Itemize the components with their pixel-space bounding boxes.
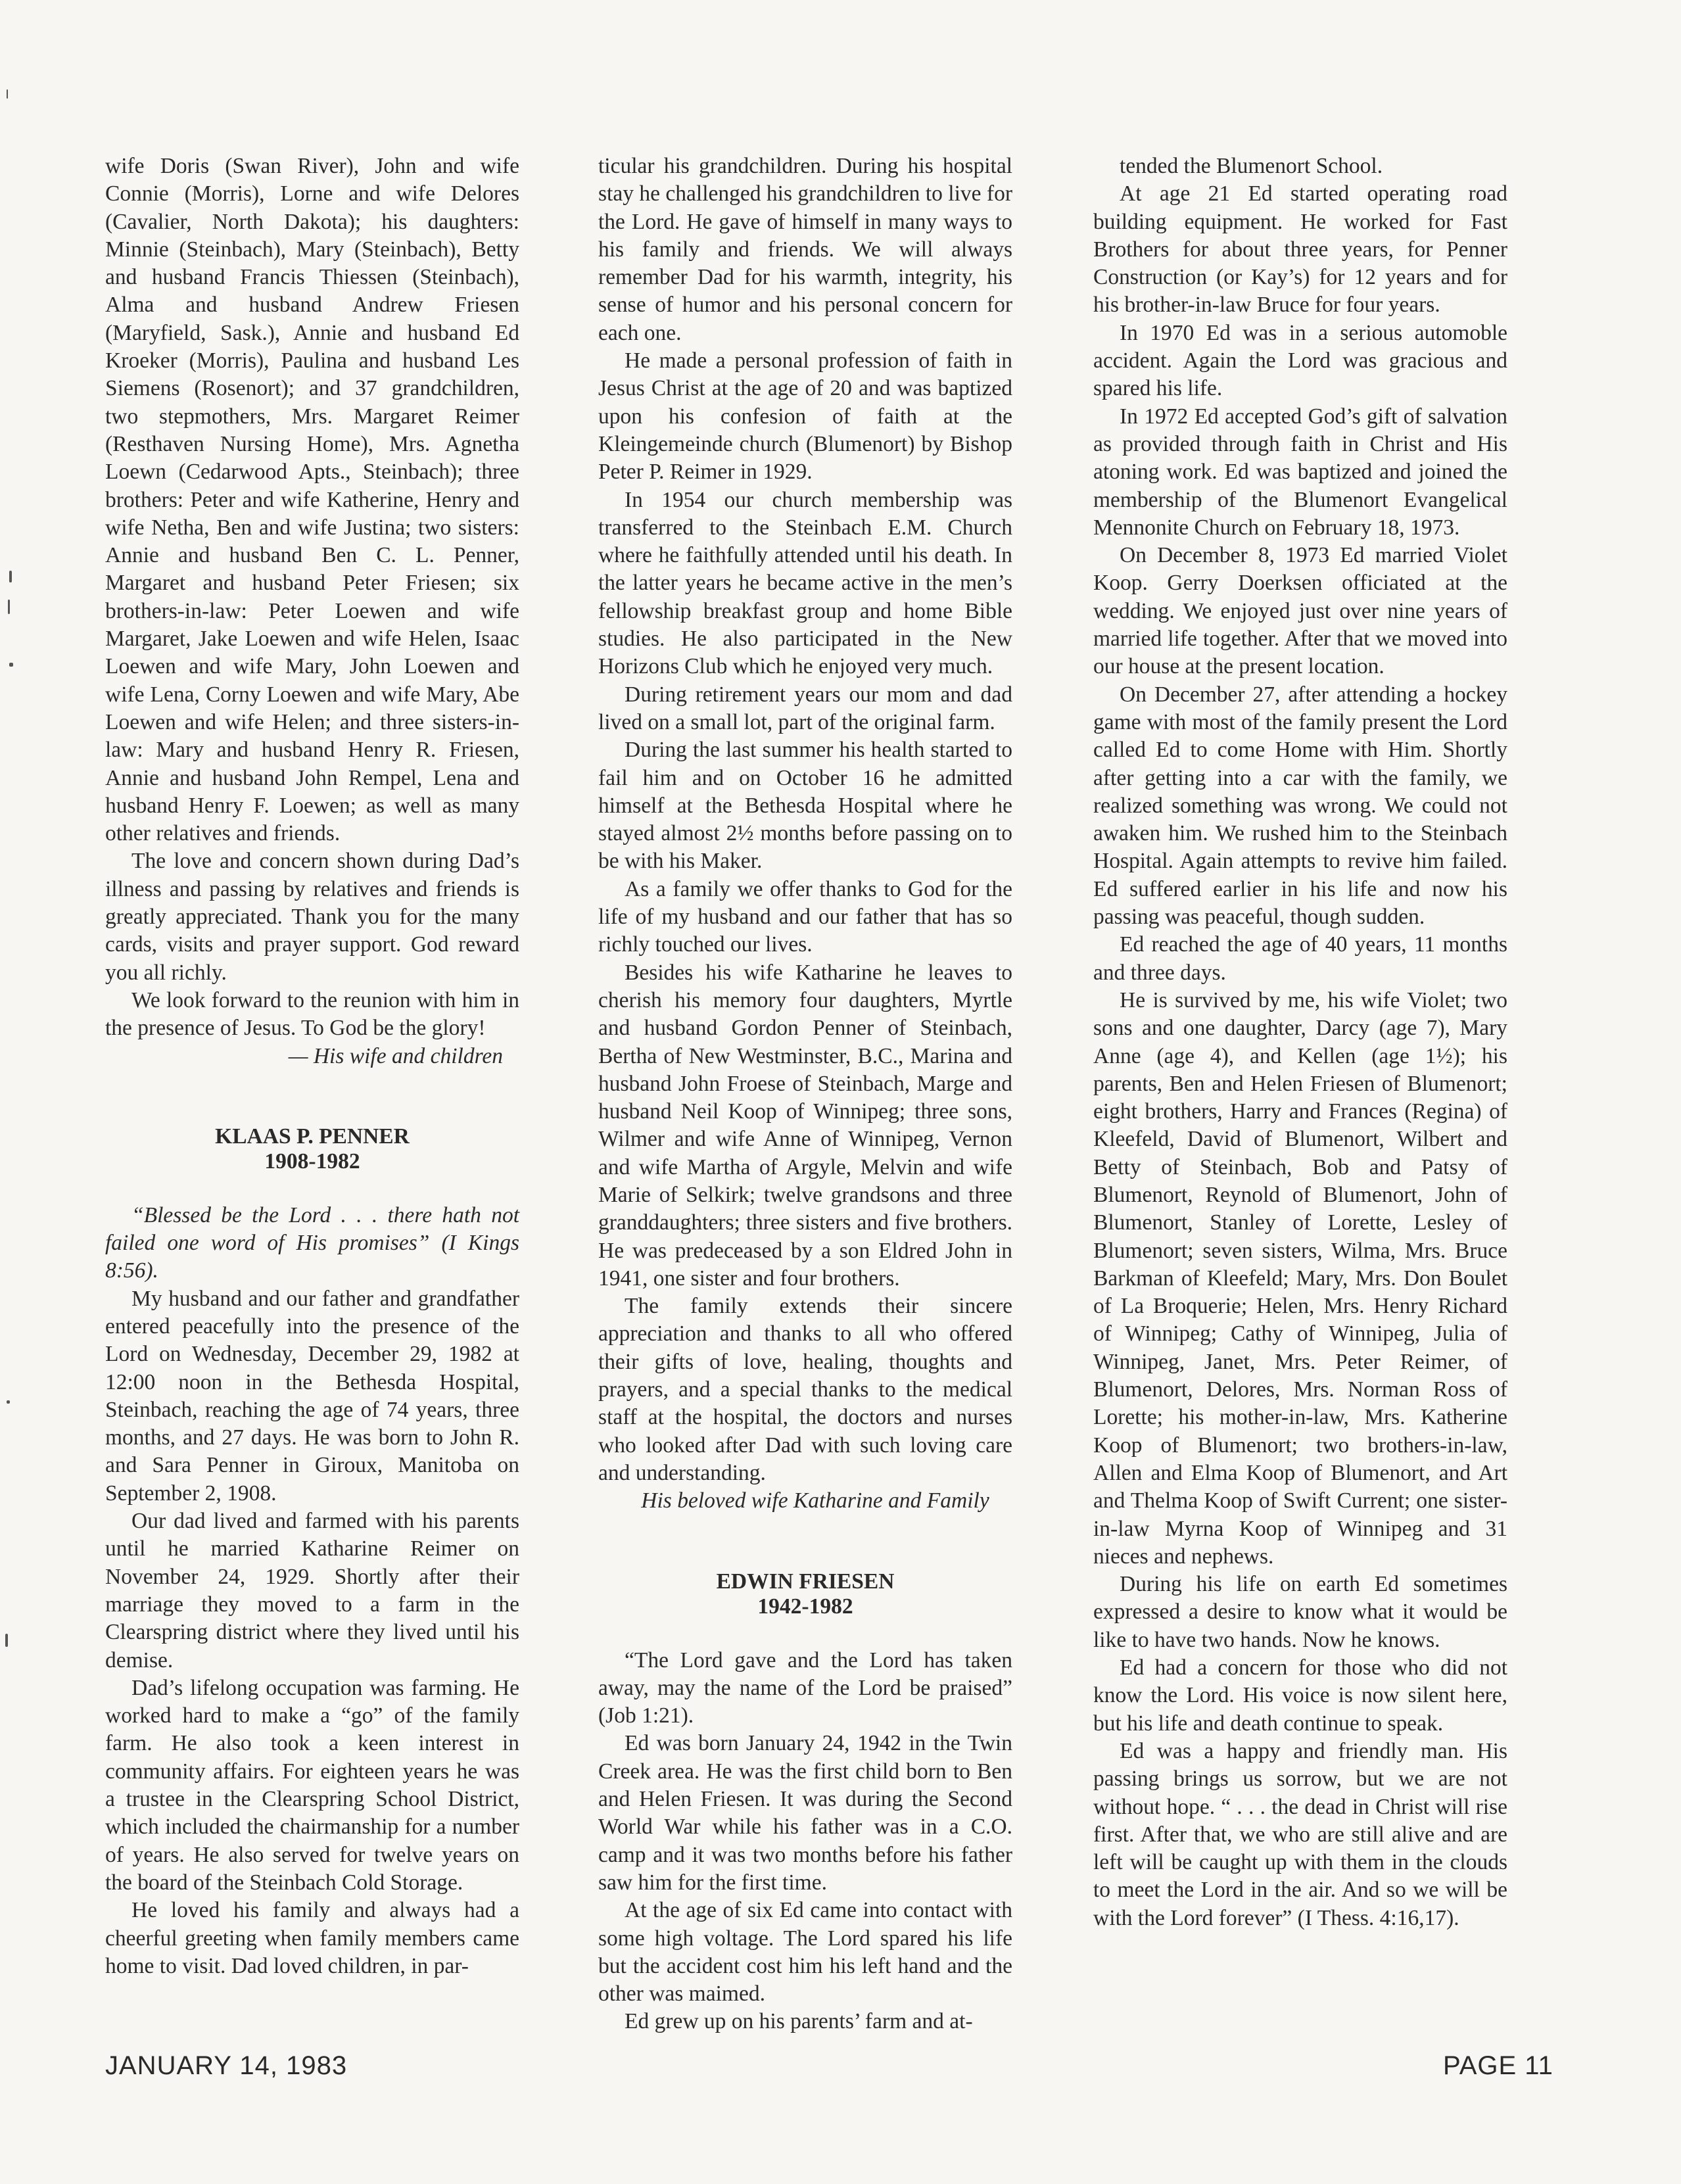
obituary-text: During retirement years our mom and dad lived on a small lot, part of the original farm. xyxy=(598,682,1012,734)
obituary-text: In 1970 Ed was in a serious automoble accident. Again the Lord was gracious and spared his life. xyxy=(1093,320,1507,401)
obituary-years: 1908-1982 xyxy=(264,1149,360,1174)
scan-speck xyxy=(9,663,13,667)
scan-speck xyxy=(9,571,12,582)
obituary-text: He made a personal profession of faith in Jesus Christ at the age of 20 and was baptized upon his confesion of faith at the Kleingemeinde church (Blumenort) by Bishop Peter P. Reimer in 1929. xyxy=(598,348,1012,485)
obituary-text: My husband and our father and grandfather entered peacefully into the presence of the Lord on Wednesday, December 29, 1982 at 12:00 noon in the Bethesda Hospital, Steinbach, reaching the age of 74 years, three months, and 27 days. He was born to John R. and Sara Penner in Giroux, Manitoba on September 2, 1908. xyxy=(105,1286,519,1506)
obituary-text: In 1972 Ed accepted God’s gift of salvation as provided through faith in Christ and His atoning work. Ed was baptized and joined the membership of the Blumenort Evangelical Mennonite Church on February 18, 1973. xyxy=(1093,404,1507,540)
obituary-text: He loved his family and always had a cheerful greeting when family members came home to visit. Dad loved children, in par- xyxy=(105,1898,519,1978)
column-2 xyxy=(598,153,1012,2036)
scripture-quote: “The Lord gave and the Lord has taken away, may the name of the Lord be praised” (Job 1:21). xyxy=(598,1648,1012,1728)
obituary-heading: EDWIN FRIESEN xyxy=(716,1569,895,1594)
obituary-text: Ed had a concern for those who did not know the Lord. His voice is now silent here, but his life and death continue to speak. xyxy=(1093,1655,1507,1736)
obituary-text: During his life on earth Ed sometimes expressed a desire to know what it would be like to have two hands. Now he knows. xyxy=(1093,1572,1507,1652)
obituary-text: The love and concern shown during Dad’s illness and passing by relatives and friends is greatly appreciated. Thank you for the many cards, visits and prayer support. God reward you all richly. xyxy=(105,849,519,985)
obituary-text: Ed grew up on his parents’ farm and at- xyxy=(625,2009,973,2034)
obituary-years: 1942-1982 xyxy=(757,1594,853,1619)
obituary-text: Ed was a happy and friendly man. His passing brings us sorrow, but we are not without hope. “ . . . the dead in Christ will rise first. After that, we who are still alive and are left will be caught up with them in the clouds to meet the Lord in the air. And so we will be with the Lord forever” (I Thess. 4:16,17). xyxy=(1093,1738,1507,1930)
obituary-text: The family extends their sincere appreciation and thanks to all who offered their gifts of love, healing, thoughts and prayers, and a special thanks to the medical staff at the hospital, the doctors and nurses who looked after Dad with such loving care and understanding. xyxy=(598,1294,1012,1485)
obituary-text: In 1954 our church membership was transferred to the Steinbach E.M. Church where he faithfully attended until his death. In the latter years he became active in the men’s fellowship breakfast group and home Bible studies. He also participated in the New Horizons Club which he enjoyed very much. xyxy=(598,487,1012,679)
obituary-signature: — His wife and children xyxy=(288,1043,503,1068)
obituary-text: tended the Blumenort School. xyxy=(1120,154,1383,178)
obituary-text: On December 27, after attending a hockey game with most of the family present the Lord called Ed to come Home with Him. Shortly after getting into a car with the family, we realized something was wrong. We could not awaken him. We rushed him to the Steinbach Hospital. Again attempts to revive him failed. Ed suffered earlier in his life and now his passing was peaceful, though sudden. xyxy=(1093,682,1507,930)
scripture-quote: “Blessed be the Lord . . . there hath not failed one word of His promises” (I Kings 8:56). xyxy=(105,1202,519,1283)
obituary-text: At age 21 Ed started operating road building equipment. He worked for Fast Brothers for about three years, for Penner Construction (or Kay’s) for 12 years and for his brother-in-law Bruce for four years. xyxy=(1093,181,1507,318)
page-number: PAGE 11 xyxy=(1443,2051,1553,2080)
scan-speck xyxy=(7,89,8,99)
obituary-text: wife Doris (Swan River), John and wife Connie (Morris), Lorne and wife Delores (Cavalier, North Dakota); his daughters: Minnie (Steinbach), Mary (Steinbach), Betty and husband Francis Thiessen (Steinbach), Alma and husband Andrew Friesen (Maryfield, Sask.), Annie and husband Ed Kroeker (Morris), Paulina and husband Les Siemens (Rosenort); and 37 grandchildren, two stepmothers, Mrs. Margaret Reimer (Resthaven Nursing Home), Mrs. Agnetha Loewn (Cedarwood Apts., Steinbach); three brothers: Peter and wife Katherine, Henry and wife Netha, Ben and wife Justina; two sisters: Annie and husband Ben C. L. Penner, Margaret and husband Peter Friesen; six brothers-in-law: Peter Loewen and wife Margaret, Jake Loewen and wife Helen, Isaac Loewen and wife Mary, John Loewen and wife Lena, Corny Loewen and wife Mary, Abe Loewen and wife Helen; and three sisters-in-law: Mary and husband Henry R. Friesen, Annie and husband John Rempel, Lena and husband Henry F. Loewen; as well as many other relatives and friends. xyxy=(105,154,519,846)
obituary-signature: His beloved wife Katharine and Family xyxy=(641,1488,989,1513)
obituary-text: During the last summer his health started to fail him and on October 16 he admitted himself at the Bethesda Hospital where he stayed almost 2½ months before passing on to be with his Maker. xyxy=(598,738,1012,874)
obituary-heading: KLAAS P. PENNER xyxy=(215,1124,410,1149)
column-1 xyxy=(105,153,519,1980)
obituary-text: Ed was born January 24, 1942 in the Twin Creek area. He was the first child born to Ben and Helen Friesen. It was during the Second World War while his father was in a C.O. camp and it was two months before his father saw him for the first time. xyxy=(598,1731,1012,1895)
obituary-text: Besides his wife Katharine he leaves to cherish his memory four daughters, Myrtle and husband Gordon Penner of Steinbach, Bertha of New Westminster, B.C., Marina and husband John Froese of Steinbach, Marge and husband Neil Koop of Winnipeg; three sons, Wilmer and wife Anne of Winnipeg, Vernon and wife Martha of Argyle, Melvin and wife Marie of Selkirk; twelve grandsons and three granddaughters; three sisters and five brothers. He was predeceased by a son Eldred John in 1941, one sister and four brothers. xyxy=(598,960,1012,1291)
obituary-text: As a family we offer thanks to God for the life of my husband and our father that has so richly touched our lives. xyxy=(598,876,1012,957)
obituary-text: Ed reached the age of 40 years, 11 months and three days. xyxy=(1093,932,1507,985)
scan-speck xyxy=(7,1400,10,1404)
obituary-text: Dad’s lifelong occupation was farming. He worked hard to make a “go” of the family farm. He also took a keen interest in community affairs. For eighteen years he was a trustee in the Clearspring School District, which included the chairmanship for a number of years. He also served for twelve years on the board of the Steinbach Cold Storage. xyxy=(105,1675,519,1895)
scan-speck xyxy=(8,600,10,614)
obituary-text: ticular his grandchildren. During his hospital stay he challenged his grandchildren to live for the Lord. He gave of himself in many ways to his family and friends. We will always remember Dad for his warmth, integrity, his sense of humor and his personal concern for each one. xyxy=(598,154,1012,345)
obituary-text: He is survived by me, his wife Violet; two sons and one daughter, Darcy (age 7), Mary Anne (age 4), and Kellen (age 1½); his parents, Ben and Helen Friesen of Blumenort; eight brothers, Harry and Frances (Regina) of Kleefeld, David of Blumenort, Wilbert and Betty of Steinbach, Bob and Patsy of Blumenort, Reynold of Blumenort, John of Blumenort, Stanley of Lorette, Lesley of Blumenort; seven sisters, Wilma, Mrs. Bruce Barkman of Kleefeld; Mary, Mrs. Don Boulet of La Broquerie; Helen, Mrs. Henry Richard of Winnipeg; Cathy of Winnipeg, Julia of Winnipeg, Janet, Mrs. Peter Reimer, of Blumenort, Delores, Mrs. Norman Ross of Lorette; his mother-in-law, Mrs. Katherine Koop of Blumenort; two brothers-in-law, Allen and Elma Koop of Blumenort, and Art and Thelma Koop of Swift Current; one sister-in-law Myrna Koop of Winnipeg and 31 nieces and nephews. xyxy=(1093,987,1507,1569)
footer-date: JANUARY 14, 1983 xyxy=(105,2051,348,2080)
obituary-text: We look forward to the reunion with him in the presence of Jesus. To God be the glory! xyxy=(105,987,519,1041)
obituary-text: On December 8, 1973 Ed married Violet Koop. Gerry Doerksen officiated at the wedding. We enjoyed just over nine years of married life together. After that we moved into our house at the present location. xyxy=(1093,543,1507,679)
obituary-text: Our dad lived and farmed with his parents until he married Katharine Reimer on November 24, 1929. Shortly after their marriage they moved to a farm in the Clearspring district where they lived until his demise. xyxy=(105,1509,519,1673)
scan-speck xyxy=(5,1634,8,1647)
obituary-text: At the age of six Ed came into contact with some high voltage. The Lord spared his life but the accident cost him his left hand and the other was maimed. xyxy=(598,1898,1012,2006)
column-3 xyxy=(1093,153,1507,1932)
